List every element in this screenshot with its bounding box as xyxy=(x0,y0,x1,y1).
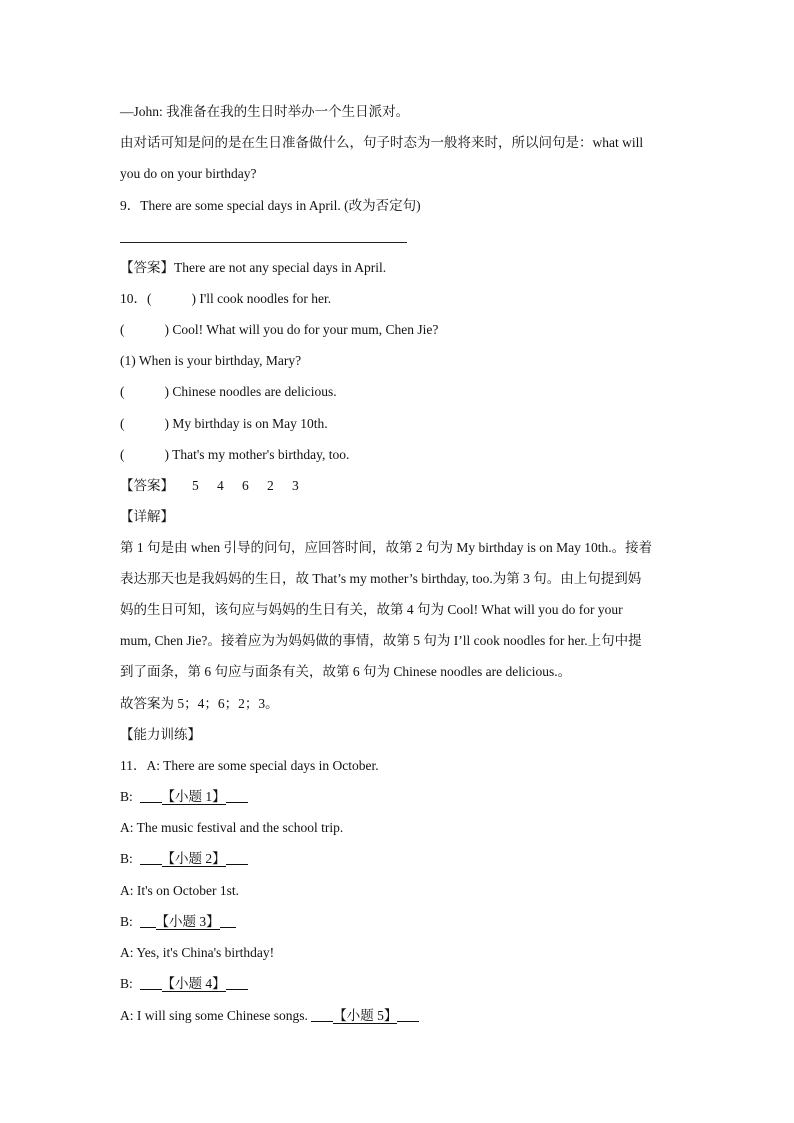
open-paren: ( xyxy=(120,322,125,337)
dialogue-b-2 xyxy=(120,849,248,869)
sentence-text: ) Chinese noodles are delicious. xyxy=(164,384,337,399)
blank-underline[interactable] xyxy=(226,850,248,865)
answer-num: 4 xyxy=(217,478,224,493)
detail-line-5: 到了面条，第 6 句应与面条有关，故第 6 句为 Chinese noodles are delicious.。 xyxy=(120,664,572,679)
detail-line-6: 故答案为 5；4；6；2；3。 xyxy=(120,696,279,711)
answer-label: 【答案】 xyxy=(120,478,174,493)
question-10-line-2 xyxy=(120,320,438,340)
open-paren: ( xyxy=(120,416,125,431)
answer-9: 【答案】There are not any special days in April. xyxy=(120,260,387,275)
answer-num: 2 xyxy=(267,478,274,493)
speaker-b: B: xyxy=(120,851,133,866)
question-10-line-5 xyxy=(120,414,328,434)
speaker-b: B: xyxy=(120,789,133,804)
dialogue-a-4: A: Yes, it's China's birthday! xyxy=(120,945,275,960)
blank-underline[interactable] xyxy=(140,975,162,990)
subquestion-3-tag[interactable]: 【小题 3】 xyxy=(155,914,220,929)
subquestion-5-tag[interactable]: 【小题 5】 xyxy=(333,1008,398,1023)
dialogue-a-3: A: It's on October 1st. xyxy=(120,883,240,898)
blank-underline[interactable] xyxy=(140,788,162,803)
answer-line-john: —John: 我准备在我的生日时举办一个生日派对。 xyxy=(120,104,410,119)
blank-underline[interactable] xyxy=(220,913,236,928)
question-9: 9．There are some special days in April. (改为否定句) xyxy=(120,198,421,213)
question-10-line-3: (1) When is your birthday, Mary? xyxy=(120,353,302,368)
dialogue-b-4 xyxy=(120,974,248,994)
question-10-number: 10．( xyxy=(120,291,152,306)
detail-line-3: 妈的生日可知，该句应与妈妈的生日有关，故第 4 句为 Cool! What will you do for your xyxy=(120,602,623,617)
dialogue-b-3 xyxy=(120,912,236,932)
question-10-line-1 xyxy=(120,289,331,309)
answer-blank-line[interactable] xyxy=(120,242,407,243)
subquestion-4-tag[interactable]: 【小题 4】 xyxy=(161,976,226,991)
sentence-text: ) Cool! What will you do for your mum, Chen Jie? xyxy=(164,322,439,337)
question-10-line-4 xyxy=(120,382,337,402)
explanation-line-1: 由对话可知是问的是在生日准备做什么，句子时态为一般将来时，所以问句是：what will xyxy=(120,135,644,150)
ability-heading: 【能力训练】 xyxy=(120,727,201,742)
detail-line-4: mum, Chen Jie?。接着应为为妈妈做的事情，故第 5 句为 I’ll cook noodles for her.上句中提 xyxy=(120,633,642,648)
open-paren: ( xyxy=(120,447,125,462)
detail-line-1: 第 1 句是由 when 引导的问句，应回答时间，故第 2 句为 My birthday is on May 10th.。接着 xyxy=(120,540,653,555)
dialogue-b-1 xyxy=(120,787,248,807)
subquestion-1-tag[interactable]: 【小题 1】 xyxy=(161,789,226,804)
sentence-text: ) That's my mother's birthday, too. xyxy=(164,447,350,462)
blank-underline[interactable] xyxy=(140,850,162,865)
detail-line-2: 表达那天也是我妈妈的生日，故 That’s my mother’s birthday, too.为第 3 句。由上句提到妈 xyxy=(120,571,642,586)
answer-num: 5 xyxy=(192,478,199,493)
answer-10 xyxy=(120,476,317,496)
blank-underline[interactable] xyxy=(226,788,248,803)
question-10-line-6 xyxy=(120,445,349,465)
detail-heading: 【详解】 xyxy=(120,509,174,524)
answer-num: 3 xyxy=(292,478,299,493)
subquestion-2-tag[interactable]: 【小题 2】 xyxy=(161,851,226,866)
blank-underline[interactable] xyxy=(140,913,156,928)
blank-underline[interactable] xyxy=(397,1007,419,1022)
open-paren: ( xyxy=(120,384,125,399)
dialogue-a-5 xyxy=(120,1006,419,1026)
speaker-b: B: xyxy=(120,914,133,929)
blank-underline[interactable] xyxy=(226,975,248,990)
explanation-line-2: you do on your birthday? xyxy=(120,166,257,181)
sentence-text: ) I'll cook noodles for her. xyxy=(191,291,332,306)
speaker-b: B: xyxy=(120,976,133,991)
dialogue-a-5-text: A: I will sing some Chinese songs. xyxy=(120,1008,308,1023)
dialogue-a-2: A: The music festival and the school trip. xyxy=(120,820,344,835)
question-11: 11．A: There are some special days in October. xyxy=(120,758,379,773)
sentence-text: ) My birthday is on May 10th. xyxy=(164,416,328,431)
answer-num: 6 xyxy=(242,478,249,493)
blank-underline[interactable] xyxy=(311,1007,333,1022)
